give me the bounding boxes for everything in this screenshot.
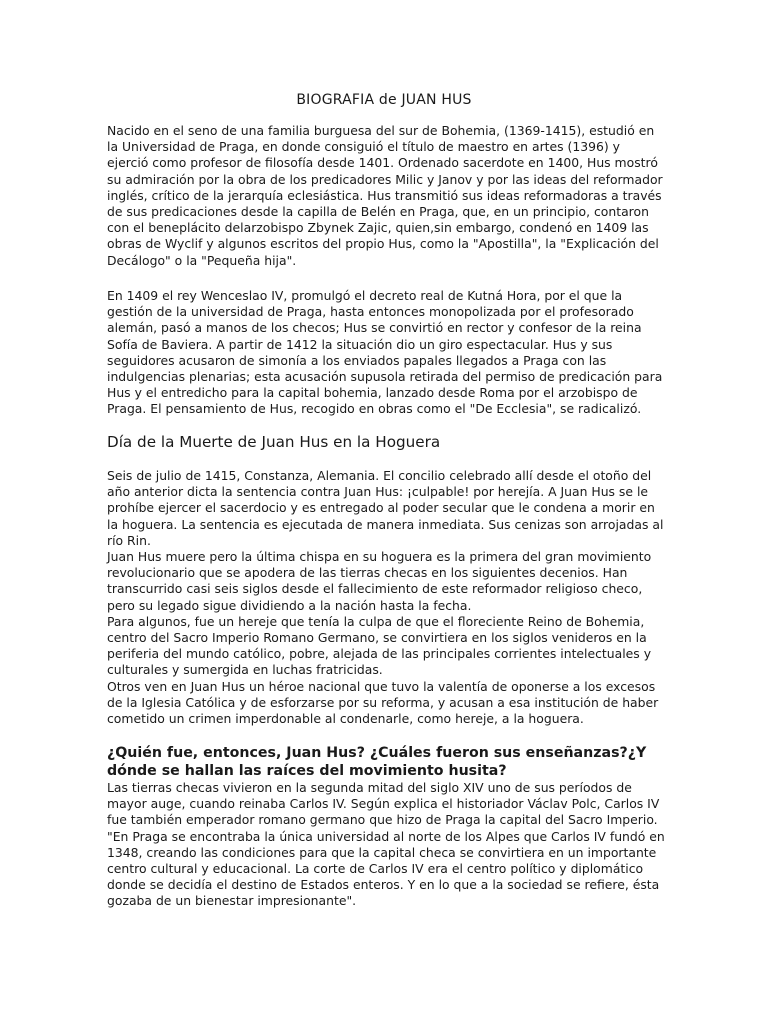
paragraph-hero-view: Otros ven en Juan Hus un héroe nacional que tuvo la valentía de oponerse a los excesos de la Iglesia Católica y de esforzarse por su reforma, y acusan a esa institución de haber cometido un crimen imperdonable al condenarle, como hereje, a la hoguera. — [107, 678, 659, 727]
paragraph-quote: "En Praga se encontraba la única universidad al norte de los Alpes que Carlos IV fundó en 1348, creando las condiciones para que la capital checa se convirtiera en un importante centro cultural y educacional. La corte de Carlos IV era el centro político y diplomático donde se decidía el destino de Estados enteros. Y en lo que a la sociedad se refiere, ésta gozaba de un bienestar impresionante". — [107, 828, 665, 909]
biography-paragraph-1 — [107, 123, 665, 269]
paragraph-legacy: Juan Hus muere pero la última chispa en su hoguera es la primera del gran movimiento revolucionario que se apodera de las tierras checas en los siguientes decenios. Han transcurrido casi seis siglos desde el fallecimiento de este reformador religioso checo, pero su legado sigue dividiendo a la nación hasta la fecha. — [107, 549, 652, 613]
section-heading-questions: ¿Quién fue, entonces, Juan Hus? ¿Cuáles fueron sus enseñanzas?¿Y dónde se hallan las raíces del movimiento husita? — [107, 745, 647, 779]
section-heading-death: Día de la Muerte de Juan Hus en la Hoguera — [107, 433, 441, 451]
paragraph-text: En 1409 el rey Wenceslao IV, promulgó el decreto real de Kutná Hora, por el que la gestión de la universidad de Praga, hasta entonces monopolizada por el profesorado alemán, pasó a manos de los checos; Hus se convirtió en rector y confesor de la reina Sofía de Baviera. A partir de 1412 la situación dio un giro espectacular. Hus y sus seguidores acusaron de simonía a los enviados papales llegados a Praga con las indulgencias plenarias; esta acusación supusola retirada del permiso de predicación para Hus y el entredicho para la capital bohemia, lanzado desde Roma por el arzobispo de Praga. El pensamiento de Hus, recogido en obras como el "De Ecclesia", se radicalizó. — [107, 288, 663, 417]
document-title: BIOGRAFIA de JUAN HUS — [296, 92, 472, 108]
paragraph-sentence: Seis de julio de 1415, Constanza, Alemania. El concilio celebrado allí desde el otoño del año anterior dicta la sentencia contra Juan Hus: ¡culpable! por herejía. A Juan Hus se le prohíbe ejercer el sacerdocio y es entregado al poder secular que le condena a morir en la hoguera. La sentencia es ejecutada de manera inmediata. Sus cenizas son arrojadas al río Rin. — [107, 468, 664, 548]
paragraph-charles-iv: Las tierras checas vivieron en la segunda mitad del siglo XIV uno de sus períodos de mayor auge, cuando reinaba Carlos IV. Según explica el historiador Václav Polc, Carlos IV fue también emperador romano germano que hizo de Praga la capital del Sacro Imperio. — [107, 780, 660, 828]
paragraph-heretic-view: Para algunos, fue un hereje que tenía la culpa de que el floreciente Reino de Bohemia, centro del Sacro Imperio Romano Germano, se convirtiera en los siglos venideros en la periferia del mundo católico, pobre, alejada de las principales corrientes intelectuales y culturales y sumergida en luchas fratricidas. — [107, 613, 652, 678]
death-section-paragraphs — [107, 468, 665, 727]
paragraph-text: Nacido en el seno de una familia burguesa del sur de Bohemia, (1369-1415), estudió en la Universidad de Praga, en donde consiguió el título de maestro en artes (1396) y ejerció como profesor de filosofía desde 1401. Ordenado sacerdote en 1400, Hus mostró su admiración por la obra de los predicadores Milic y Janov y por las ideas del reformador inglés, crítico de la jerarquía eclesiástica. Hus transmitió sus ideas reformadoras a través de sus predicaciones desde la capilla de Belén en Praga, que, en un principio, contaron con el beneplácito delarzobispo Zbynek Zajic, quien,sin embargo, condenó en 1409 las obras de Wyclif y algunos escritos del propio Hus, como la "Apostilla", la "Explicación del Decálogo" o la "Pequeña hija". — [107, 123, 663, 268]
biography-paragraph-2 — [107, 288, 665, 418]
questions-section-paragraphs — [107, 780, 665, 910]
